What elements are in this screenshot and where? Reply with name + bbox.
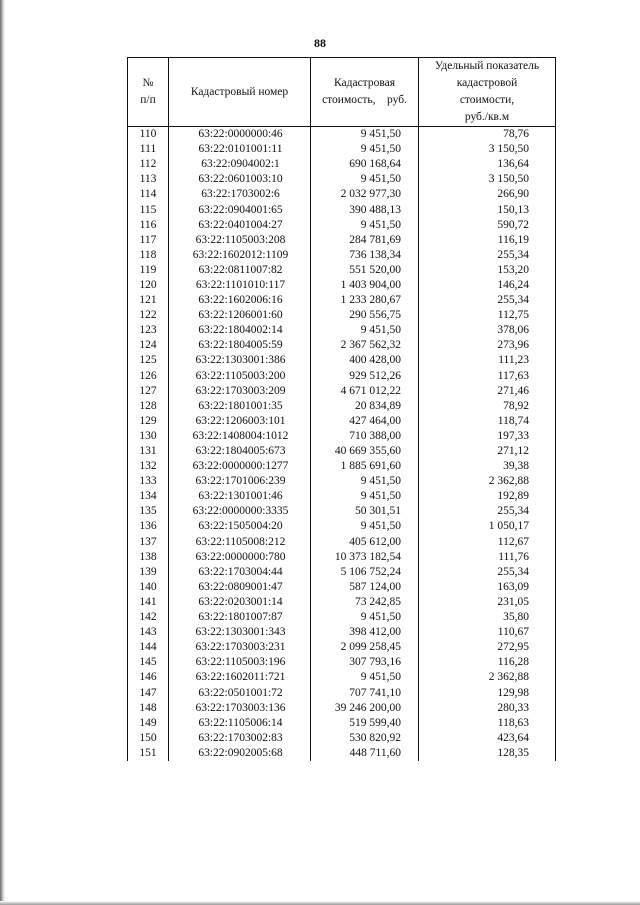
table-row (128, 248, 556, 263)
table-row (128, 655, 556, 670)
cadastral-value: 9 451,50 (311, 218, 419, 233)
row-number: 127 (128, 384, 169, 399)
table-row (128, 142, 556, 157)
table-row (128, 519, 556, 534)
cadastral-value: 2 032 977,30 (311, 187, 419, 202)
cadastral-number: 63:22:1703002:83 (169, 731, 311, 746)
cadastral-number: 63:22:0809001:47 (169, 580, 311, 595)
cadastral-value: 9 451,50 (311, 172, 419, 187)
cadastral-value: 9 451,50 (311, 519, 419, 534)
table-row (128, 746, 556, 761)
cadastral-value: 20 834,89 (311, 399, 419, 414)
cadastral-value: 50 301,51 (311, 504, 419, 519)
cadastral-number: 63:22:1602011:721 (169, 670, 311, 685)
row-number: 121 (128, 293, 169, 308)
cadastral-number: 63:22:1303001:386 (169, 353, 311, 368)
cadastral-value: 929 512,26 (311, 369, 419, 384)
row-number: 123 (128, 323, 169, 338)
cadastral-value: 448 711,60 (311, 746, 419, 761)
specific-indicator: 2 362,88 (419, 670, 556, 685)
specific-indicator: 116,19 (419, 233, 556, 248)
cadastral-number: 63:22:1105003:208 (169, 233, 311, 248)
specific-indicator: 136,64 (419, 157, 556, 172)
row-number: 132 (128, 459, 169, 474)
cadastral-value: 9 451,50 (311, 127, 419, 143)
cadastral-value: 9 451,50 (311, 142, 419, 157)
cadastral-value: 2 099 258,45 (311, 640, 419, 655)
row-number: 110 (128, 127, 169, 143)
table-row (128, 353, 556, 368)
cadastral-value: 9 451,50 (311, 670, 419, 685)
row-number: 114 (128, 187, 169, 202)
row-number: 149 (128, 716, 169, 731)
cadastral-number: 63:22:1804002:14 (169, 323, 311, 338)
table-row (128, 701, 556, 716)
specific-indicator: 255,34 (419, 565, 556, 580)
header-cadastral-number: Кадастровый номер (169, 58, 311, 127)
row-number: 143 (128, 625, 169, 640)
row-number: 150 (128, 731, 169, 746)
table-row (128, 384, 556, 399)
row-number: 116 (128, 218, 169, 233)
specific-indicator: 272,95 (419, 640, 556, 655)
table-row (128, 580, 556, 595)
cadastral-value: 427 464,00 (311, 414, 419, 429)
cadastral-value: 1 233 280,67 (311, 293, 419, 308)
table-row (128, 233, 556, 248)
cadastral-number: 63:22:1206001:60 (169, 308, 311, 323)
cadastral-number: 63:22:0904001:65 (169, 202, 311, 217)
cadastral-number: 63:22:0000000:46 (169, 127, 311, 143)
cadastral-value: 398 412,00 (311, 625, 419, 640)
specific-indicator: 1 050,17 (419, 519, 556, 534)
cadastral-number: 63:22:0101001:11 (169, 142, 311, 157)
row-number: 134 (128, 489, 169, 504)
cadastral-number: 63:22:0501001:72 (169, 685, 311, 700)
table-row (128, 429, 556, 444)
specific-indicator: 271,12 (419, 444, 556, 459)
cadastral-number: 63:22:1105006:14 (169, 716, 311, 731)
specific-indicator: 116,28 (419, 655, 556, 670)
cadastral-number: 63:22:1505004:20 (169, 519, 311, 534)
table-row (128, 610, 556, 625)
cadastral-number: 63:22:1602012:1109 (169, 248, 311, 263)
cadastral-value: 9 451,50 (311, 610, 419, 625)
cadastral-number: 63:22:1804005:59 (169, 338, 311, 353)
row-number: 139 (128, 565, 169, 580)
header-specific-indicator: Удельный показатель кадастровой стоимости, руб./кв.м (419, 58, 556, 127)
table-row (128, 444, 556, 459)
cadastral-value: 530 820,92 (311, 731, 419, 746)
cadastral-value: 40 669 355,60 (311, 444, 419, 459)
cadastral-number: 63:22:0904002:1 (169, 157, 311, 172)
table-row (128, 565, 556, 580)
cadastral-number: 63:22:1703002:6 (169, 187, 311, 202)
cadastral-value: 290 556,75 (311, 308, 419, 323)
row-number: 141 (128, 595, 169, 610)
specific-indicator: 117,63 (419, 369, 556, 384)
specific-indicator: 2 362,88 (419, 474, 556, 489)
row-number: 145 (128, 655, 169, 670)
row-number: 124 (128, 338, 169, 353)
cadastral-value: 10 373 182,54 (311, 550, 419, 565)
row-number: 122 (128, 308, 169, 323)
cadastral-number: 63:22:1602006:16 (169, 293, 311, 308)
specific-indicator: 112,75 (419, 308, 556, 323)
cadastral-value: 9 451,50 (311, 323, 419, 338)
table-row (128, 127, 556, 143)
specific-indicator: 150,13 (419, 202, 556, 217)
table-row (128, 218, 556, 233)
table-row (128, 459, 556, 474)
cadastral-number: 63:22:0000000:1277 (169, 459, 311, 474)
row-number: 111 (128, 142, 169, 157)
row-number: 142 (128, 610, 169, 625)
specific-indicator: 378,06 (419, 323, 556, 338)
row-number: 135 (128, 504, 169, 519)
specific-indicator: 78,92 (419, 399, 556, 414)
cadastral-number: 63:22:1804005:673 (169, 444, 311, 459)
cadastral-number: 63:22:1801007:87 (169, 610, 311, 625)
cadastral-value: 9 451,50 (311, 489, 419, 504)
cadastral-value: 307 793,16 (311, 655, 419, 670)
table-row (128, 640, 556, 655)
specific-indicator: 3 150,50 (419, 172, 556, 187)
row-number: 137 (128, 535, 169, 550)
cadastral-value: 390 488,13 (311, 202, 419, 217)
cadastral-number: 63:22:1206003:101 (169, 414, 311, 429)
row-number: 126 (128, 369, 169, 384)
cadastral-number: 63:22:1101010:117 (169, 278, 311, 293)
cadastral-number: 63:22:0811007:82 (169, 263, 311, 278)
specific-indicator: 39,38 (419, 459, 556, 474)
table-row (128, 293, 556, 308)
table-row (128, 535, 556, 550)
cadastral-number: 63:22:1701006:239 (169, 474, 311, 489)
table-row (128, 308, 556, 323)
row-number: 118 (128, 248, 169, 263)
row-number: 144 (128, 640, 169, 655)
table-row (128, 263, 556, 278)
cadastral-value: 2 367 562,32 (311, 338, 419, 353)
row-number: 136 (128, 519, 169, 534)
cadastral-value: 690 168,64 (311, 157, 419, 172)
specific-indicator: 112,67 (419, 535, 556, 550)
cadastral-value: 405 612,00 (311, 535, 419, 550)
cadastral-number: 63:22:1703003:209 (169, 384, 311, 399)
cadastral-number: 63:22:1303001:343 (169, 625, 311, 640)
table-row (128, 202, 556, 217)
cadastral-value: 736 138,34 (311, 248, 419, 263)
cadastral-number: 63:22:0902005:68 (169, 746, 311, 761)
specific-indicator: 3 150,50 (419, 142, 556, 157)
row-number: 131 (128, 444, 169, 459)
specific-indicator: 590,72 (419, 218, 556, 233)
scan-bottom-edge (0, 901, 640, 905)
row-number: 140 (128, 580, 169, 595)
table-row (128, 172, 556, 187)
table-row (128, 338, 556, 353)
row-number: 113 (128, 172, 169, 187)
row-number: 146 (128, 670, 169, 685)
row-number: 148 (128, 701, 169, 716)
cadastral-value: 73 242,85 (311, 595, 419, 610)
row-number: 119 (128, 263, 169, 278)
cadastral-number: 63:22:0000000:780 (169, 550, 311, 565)
specific-indicator: 153,20 (419, 263, 556, 278)
table-row (128, 670, 556, 685)
specific-indicator: 197,33 (419, 429, 556, 444)
row-number: 117 (128, 233, 169, 248)
cadastral-value: 551 520,00 (311, 263, 419, 278)
specific-indicator: 163,09 (419, 580, 556, 595)
row-number: 138 (128, 550, 169, 565)
specific-indicator: 255,34 (419, 293, 556, 308)
table-row (128, 474, 556, 489)
table-row (128, 157, 556, 172)
table-row (128, 187, 556, 202)
cadastral-number: 63:22:1408004:1012 (169, 429, 311, 444)
table-row (128, 625, 556, 640)
row-number: 128 (128, 399, 169, 414)
cadastral-value: 707 741,10 (311, 685, 419, 700)
specific-indicator: 78,76 (419, 127, 556, 143)
specific-indicator: 255,34 (419, 248, 556, 263)
specific-indicator: 423,64 (419, 731, 556, 746)
table-row (128, 716, 556, 731)
table-header-row (128, 58, 556, 127)
cadastral-number: 63:22:1301001:46 (169, 489, 311, 504)
cadastral-number: 63:22:0401004:27 (169, 218, 311, 233)
specific-indicator: 266,90 (419, 187, 556, 202)
cadastral-value: 710 388,00 (311, 429, 419, 444)
cadastral-value: 587 124,00 (311, 580, 419, 595)
cadastral-number: 63:22:0203001:14 (169, 595, 311, 610)
cadastral-value: 9 451,50 (311, 474, 419, 489)
specific-indicator: 231,05 (419, 595, 556, 610)
cadastral-number: 63:22:1105003:200 (169, 369, 311, 384)
page-number: 88 (314, 36, 326, 50)
table-row (128, 685, 556, 700)
specific-indicator: 110,67 (419, 625, 556, 640)
row-number: 120 (128, 278, 169, 293)
cadastral-value: 1 403 904,00 (311, 278, 419, 293)
row-number: 133 (128, 474, 169, 489)
header-num: № п/п (128, 58, 169, 127)
cadastral-value: 39 246 200,00 (311, 701, 419, 716)
cadastral-number: 63:22:1703004:44 (169, 565, 311, 580)
specific-indicator: 146,24 (419, 278, 556, 293)
specific-indicator: 129,98 (419, 685, 556, 700)
specific-indicator: 271,46 (419, 384, 556, 399)
table-row (128, 504, 556, 519)
table-row (128, 369, 556, 384)
table-row (128, 399, 556, 414)
cadastral-value: 4 671 012,22 (311, 384, 419, 399)
cadastral-number: 63:22:1105008:212 (169, 535, 311, 550)
row-number: 129 (128, 414, 169, 429)
specific-indicator: 280,33 (419, 701, 556, 716)
table-row (128, 414, 556, 429)
specific-indicator: 192,89 (419, 489, 556, 504)
specific-indicator: 273,96 (419, 338, 556, 353)
cadastral-number: 63:22:0601003:10 (169, 172, 311, 187)
table-row (128, 731, 556, 746)
cadastral-number: 63:22:1703003:231 (169, 640, 311, 655)
cadastral-table (127, 57, 556, 761)
cadastral-value: 1 885 691,60 (311, 459, 419, 474)
row-number: 130 (128, 429, 169, 444)
table-row (128, 323, 556, 338)
cadastral-value: 5 106 752,24 (311, 565, 419, 580)
cadastral-number: 63:22:1105003:196 (169, 655, 311, 670)
row-number: 115 (128, 202, 169, 217)
specific-indicator: 118,74 (419, 414, 556, 429)
specific-indicator: 35,80 (419, 610, 556, 625)
cadastral-value: 519 599,40 (311, 716, 419, 731)
table-row (128, 595, 556, 610)
row-number: 151 (128, 746, 169, 761)
specific-indicator: 111,76 (419, 550, 556, 565)
row-number: 147 (128, 685, 169, 700)
table-row (128, 278, 556, 293)
row-number: 125 (128, 353, 169, 368)
specific-indicator: 111,23 (419, 353, 556, 368)
cadastral-value: 284 781,69 (311, 233, 419, 248)
table-row (128, 489, 556, 504)
table-body (128, 127, 556, 761)
specific-indicator: 128,35 (419, 746, 556, 761)
cadastral-number: 63:22:1801001:35 (169, 399, 311, 414)
header-cadastral-value: Кадастровая стоимость, руб. (311, 58, 419, 127)
scan-left-edge (0, 0, 5, 905)
table-row (128, 550, 556, 565)
cadastral-value: 400 428,00 (311, 353, 419, 368)
cadastral-number: 63:22:0000000:3335 (169, 504, 311, 519)
cadastral-number: 63:22:1703003:136 (169, 701, 311, 716)
row-number: 112 (128, 157, 169, 172)
specific-indicator: 255,34 (419, 504, 556, 519)
specific-indicator: 118,63 (419, 716, 556, 731)
